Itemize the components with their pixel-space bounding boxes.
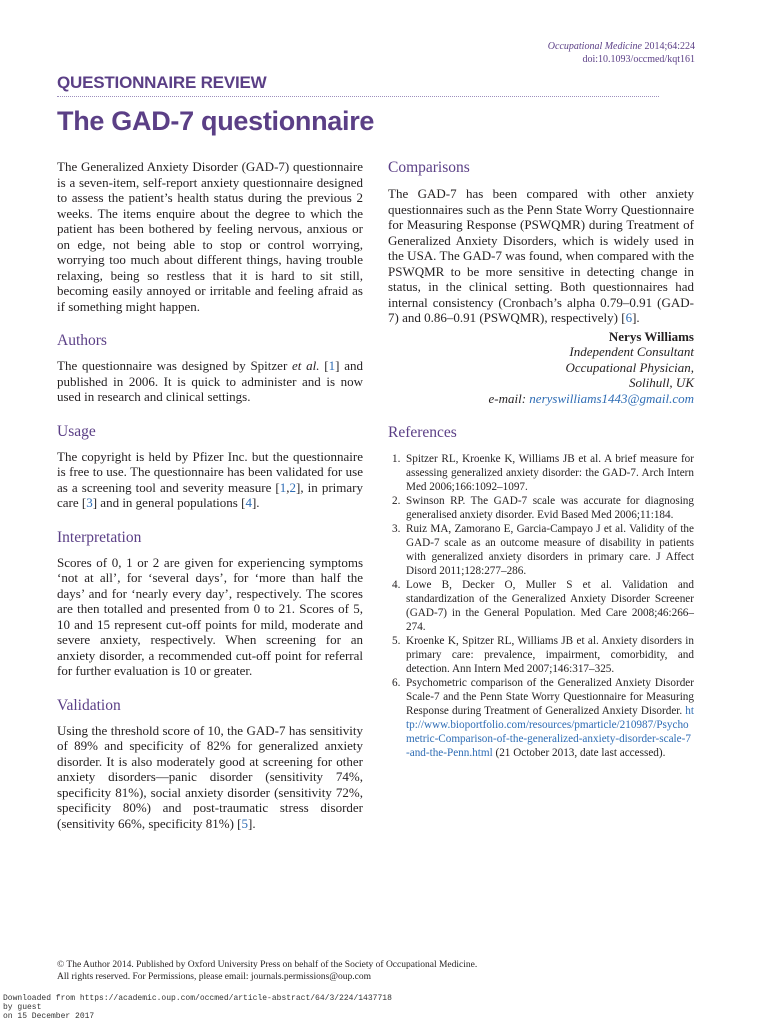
download-user: by guest — [3, 1003, 42, 1012]
copyright-line: © The Author 2014. Published by Oxford University Press on behalf of the Society of Occupational Medicine. — [57, 960, 478, 970]
authors-heading: Authors — [57, 332, 107, 349]
validation-heading: Validation — [57, 696, 121, 714]
left-column — [57, 159, 363, 831]
dotted-divider — [57, 96, 659, 97]
comparisons-heading: Comparisons — [388, 159, 470, 176]
interpretation-heading: Interpretation — [57, 528, 142, 546]
citation-link[interactable]: 4 — [245, 495, 252, 510]
citation-link[interactable]: 1 — [279, 479, 287, 495]
citation-link[interactable]: 5 — [241, 815, 248, 831]
author-location: Solihull, UK — [628, 375, 694, 390]
reference-item: 3. Ruiz MA, Zamorano E, Garcia-Campayo J et al. Validity of the GAD-7 scale as an outcome measure of disability in patients with generalized anxiety disorders in primary care. J Affect Disord 2011;128:277–286. — [392, 523, 694, 577]
authors-paragraph: The questionnaire was designed by Spitzer et al. [1] and published in 2006. It is quick to administer and is now used in research and clinical settings. — [57, 358, 363, 404]
reference-item: 5. Kroenke K, Spitzer RL, Williams JB et al. Anxiety disorders in primary care: prevalence, impairment, comorbidity, and detection. Ann Intern Med 2007;146:317–325. — [392, 635, 694, 675]
comparisons-paragraph: The GAD-7 has been compared with other anxiety questionnaires such as the Penn State Worry Questionnaire for Measuring Response (PSWQMR) during Treatment of Generalized Anxiety Disorders, which is widely used in the USA. The GAD-7 was found, when compared with the PSWQMR to be more sensitive in detecting change in status, in the clinical setting. Both questionnaires had internal consistency (Cronbach’s alpha 0.79–0.91 (GAD-7) and 0.86–0.91 (PSWQMR), respectively) [6]. — [388, 186, 694, 325]
validation-paragraph: Using the threshold score of 10, the GAD-7 has sensitivity of 89% and specificity of 82% for generalized anxiety disorder. It is also moderately good at screening for other anxiety disorders—panic disorder (sensitivity 74%, specificity 81%), social anxiety disorder (sensitivity 72%, specificity 80%) and post-traumatic stress disorder (sensitivity 66%, specificity 81%) [5]. — [57, 722, 363, 831]
journal-citation — [548, 40, 695, 66]
copyright-footer — [57, 959, 487, 983]
download-date: on 15 December 2017 — [3, 1012, 95, 1021]
page-title: The GAD-7 questionnaire — [57, 106, 375, 136]
citation-link[interactable]: 6 — [625, 310, 633, 325]
references-heading: References — [388, 424, 457, 441]
citation-link[interactable]: 1 — [328, 358, 336, 373]
reference-item: 1. Spitzer RL, Kroenke K, Williams JB et al. A brief measure for assessing generalized anxiety disorder: the GAD-7. Arch Intern Med 2006;166:1092–1097. — [392, 453, 694, 493]
author-name: Nerys Williams — [608, 328, 694, 344]
interpretation-paragraph: Scores of 0, 1 or 2 are given for experiencing symptoms ‘not at all’, for ‘several days’, for ‘more than half the days’ and for ‘nearly every day’, respectively. The scores are then totalled and presented from 0 to 21. Scores of 5, 10 and 15 represent cut-off points for mild, moderate and severe anxiety, respectively. When screening for an anxiety disorder, a recommended cut-off point for referral for further evaluation is 10 or greater. — [57, 554, 363, 678]
doi[interactable]: doi:10.1093/occmed/kqt161 — [582, 54, 695, 65]
author-profession: Occupational Physician, — [565, 359, 694, 375]
author-signature — [388, 329, 694, 407]
reference-item: 4. Lowe B, Decker O, Muller S et al. Validation and standardization of the Generalized Anxiety Disorder Screener (GAD-7) in the General Population. Med Care 2008;46:266–274. — [392, 579, 694, 633]
author-role: Independent Consultant — [569, 344, 694, 359]
citation-link[interactable]: 3 — [86, 495, 93, 510]
reference-item: 2. Swinson RP. The GAD-7 scale was accurate for diagnosing generalised anxiety disorder. Evid Based Med 2006;11:184. — [392, 495, 694, 521]
journal-volume: 2014;64:224 — [644, 41, 695, 52]
download-stamp — [3, 994, 392, 1021]
intro-paragraph: The Generalized Anxiety Disorder (GAD-7) questionnaire is a seven-item, self-report anxiety questionnaire designed to assess the patient’s health status during the previous 2 weeks. The items enquire about the degree to which the patient has been bothered by feeling nervous, anxious or on edge, not being able to stop or control worrying, worrying too much about different things, having trouble relaxing, being so restless that it is hard to sit still, becoming easily annoyed or irritable and feeling afraid as if something might happen. — [57, 159, 363, 314]
email-label: e-mail: — [488, 390, 530, 406]
right-column — [388, 159, 694, 760]
usage-paragraph: The copyright is held by Pfizer Inc. but the questionnaire is free to use. The questionnaire has been validated for use as a screening tool and severity measure [1,2], in primary care [3] and in general populations [4]. — [57, 448, 363, 510]
section-label: QUESTIONNAIRE REVIEW — [57, 73, 267, 92]
references-list — [388, 452, 694, 760]
usage-heading: Usage — [57, 422, 96, 440]
permissions-line: All rights reserved. For Permissions, please email: journals.permissions@oup.com — [57, 972, 372, 982]
email-link[interactable]: neryswilliams1443@gmail.com — [529, 390, 694, 406]
journal-name: Occupational Medicine — [547, 41, 642, 52]
download-source: Downloaded from https://academic.oup.com/occmed/article-abstract/64/3/224/1437718 — [3, 994, 392, 1003]
reference-item: 6. Psychometric comparison of the Generalized Anxiety Disorder Scale-7 and the Penn State Worry Questionnaire for Measuring Response during Treatment of Generalized Anxiety Disorder. http://www.bioportfolio.com/resources/pmarticle/210987/Psychometric-Comparison-of-the-generalized-anxiety-disorder-scale-7-and-the-Penn.html (21 October 2013, date last accessed). — [392, 677, 694, 759]
reference-url-link[interactable]: http://www.bioportfolio.com/resources/pmarticle/210987/Psychometric-Comparison-of-the-generalized-anxiety-disorder-scale-7-and-the-Penn.html — [406, 705, 694, 759]
citation-link[interactable]: 2 — [289, 479, 296, 495]
